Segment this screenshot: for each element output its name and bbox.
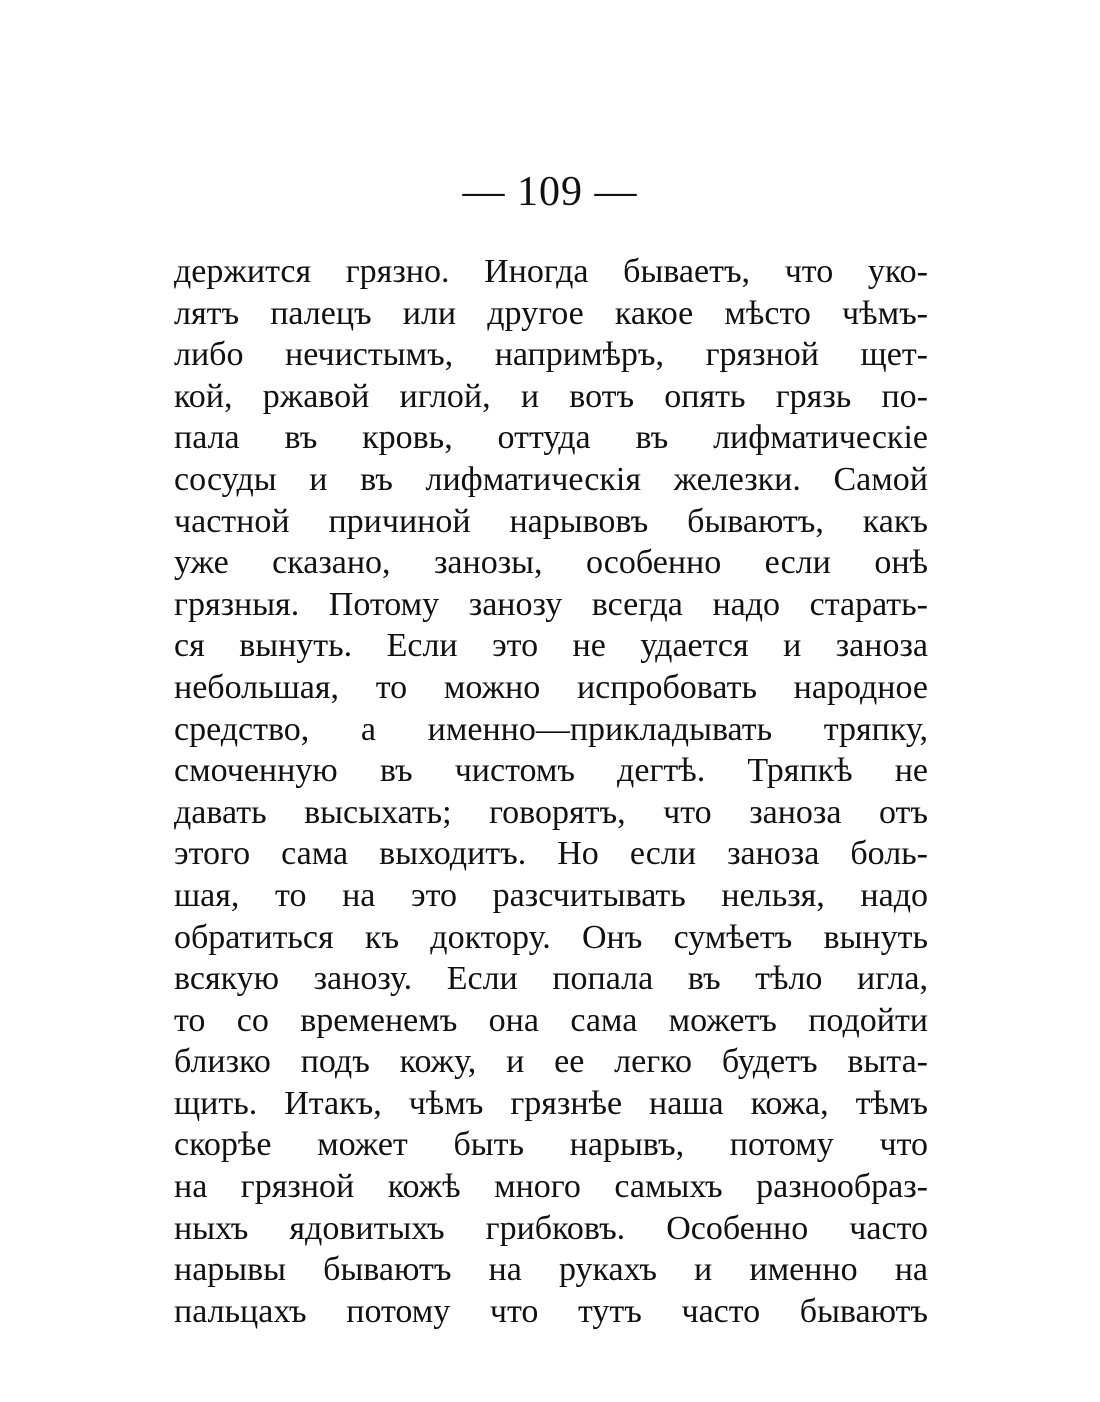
text-line-11: небольшая, то можно испробовать народное	[174, 668, 928, 706]
text-line-19: то со временемъ она сама можетъ подойти	[174, 1001, 928, 1039]
text-line-18: всякую занозу. Если попала въ тѣло игла,	[174, 960, 928, 998]
text-line-15: этого сама выходитъ. Но если заноза боль-	[174, 835, 928, 873]
text-line-14: давать высыхать; говорятъ, что заноза отъ	[174, 793, 928, 831]
text-line-13: смоченную въ чистомъ дегтѣ. Тряпкѣ не	[174, 752, 928, 790]
text-line-9: грязныя. Потому занозу всегда надо старать-	[174, 585, 928, 623]
text-line-1: держится грязно. Иногда бываетъ, что уко-	[174, 253, 928, 290]
text-line-17: обратиться къ доктору. Онъ сумѣетъ вынуть	[174, 918, 928, 956]
text-line-26: пальцахъ потому что тутъ часто бываютъ	[174, 1292, 928, 1330]
text-line-2: лятъ палецъ или другое какое мѣсто чѣмъ-	[174, 294, 928, 332]
text-line-21: щить. Итакъ, чѣмъ грязнѣе наша кожа, тѣмъ	[174, 1084, 928, 1122]
text-line-12: средство, а именно—прикладывать тряпку,	[174, 710, 928, 748]
text-line-16: шая, то на это разсчитывать нельзя, надо	[174, 876, 928, 914]
text-line-25: нарывы бываютъ на рукахъ и именно на	[174, 1251, 928, 1289]
text-line-6: сосуды и въ лифматическія железки. Самой	[174, 460, 928, 498]
text-line-4: кой, ржавой иглой, и вотъ опять грязь по-	[174, 377, 928, 415]
text-line-24: ныхъ ядовитыхъ грибковъ. Особенно часто	[174, 1209, 928, 1247]
text-line-5: пала въ кровь, оттуда въ лифматическіе	[174, 419, 928, 457]
text-line-10: ся вынуть. Если это не удается и заноза	[174, 627, 928, 665]
text-line-7: частной причиной нарывовъ бываютъ, какъ	[174, 502, 928, 540]
body-text	[174, 251, 928, 1332]
text-line-22: скорѣе может быть нарывъ, потому что	[174, 1126, 928, 1164]
text-line-23: на грязной кожѣ много самыхъ разнообраз-	[174, 1168, 928, 1206]
page-number: — 109 —	[462, 169, 638, 215]
text-line-3: либо нечистымъ, напримѣръ, грязной щет-	[174, 336, 928, 374]
text-line-20: близко подъ кожу, и ее легко будетъ выта-	[174, 1043, 928, 1081]
text-line-8: уже сказано, занозы, особенно если онѣ	[174, 544, 928, 582]
